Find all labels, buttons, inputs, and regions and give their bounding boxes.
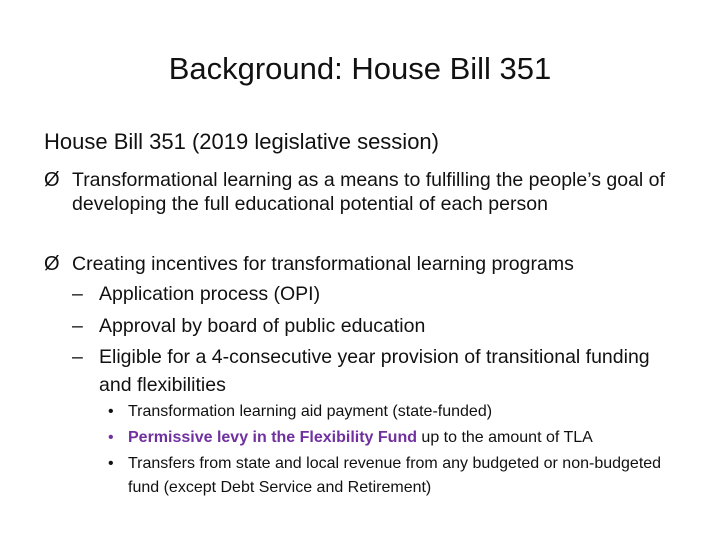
dash-bullet-icon: – [72, 315, 83, 337]
bullet-text: Creating incentives for transformational learning programs [72, 253, 574, 275]
dot-bullet-icon: • [108, 429, 114, 446]
dash-bullet-icon: – [72, 346, 83, 368]
dash-text: Eligible for a 4-consecutive year provision of transitional funding and flexibilities [99, 346, 650, 396]
arrow-bullet-icon: Ø [44, 253, 60, 275]
highlight-text: Permissive levy in the Flexibility Fund [128, 429, 417, 446]
slide-title: Background: House Bill 351 [168, 51, 552, 86]
bullet-text: Transformational learning as a means to fulfilling the people’s goal of developing the full educational potential of each person [72, 169, 665, 215]
dot-text: Transformation learning aid payment (state-funded) [128, 403, 493, 420]
intro-line: House Bill 351 (2019 legislative session) [44, 129, 439, 154]
dot-bullet-icon: • [108, 403, 114, 420]
arrow-bullet-icon: Ø [44, 169, 60, 191]
dot-rest-text: up to the amount of TLA [416, 429, 593, 446]
dot-bullet-icon: • [108, 455, 114, 472]
dot-text: Transfers from state and local revenue from any budgeted or non-budgeted fund (except Debt Service and Retirement) [128, 455, 662, 496]
dash-text: Application process (OPI) [99, 283, 321, 305]
dash-text: Approval by board of public education [99, 315, 426, 337]
dash-bullet-icon: – [72, 283, 83, 305]
dot-text [128, 426, 678, 450]
